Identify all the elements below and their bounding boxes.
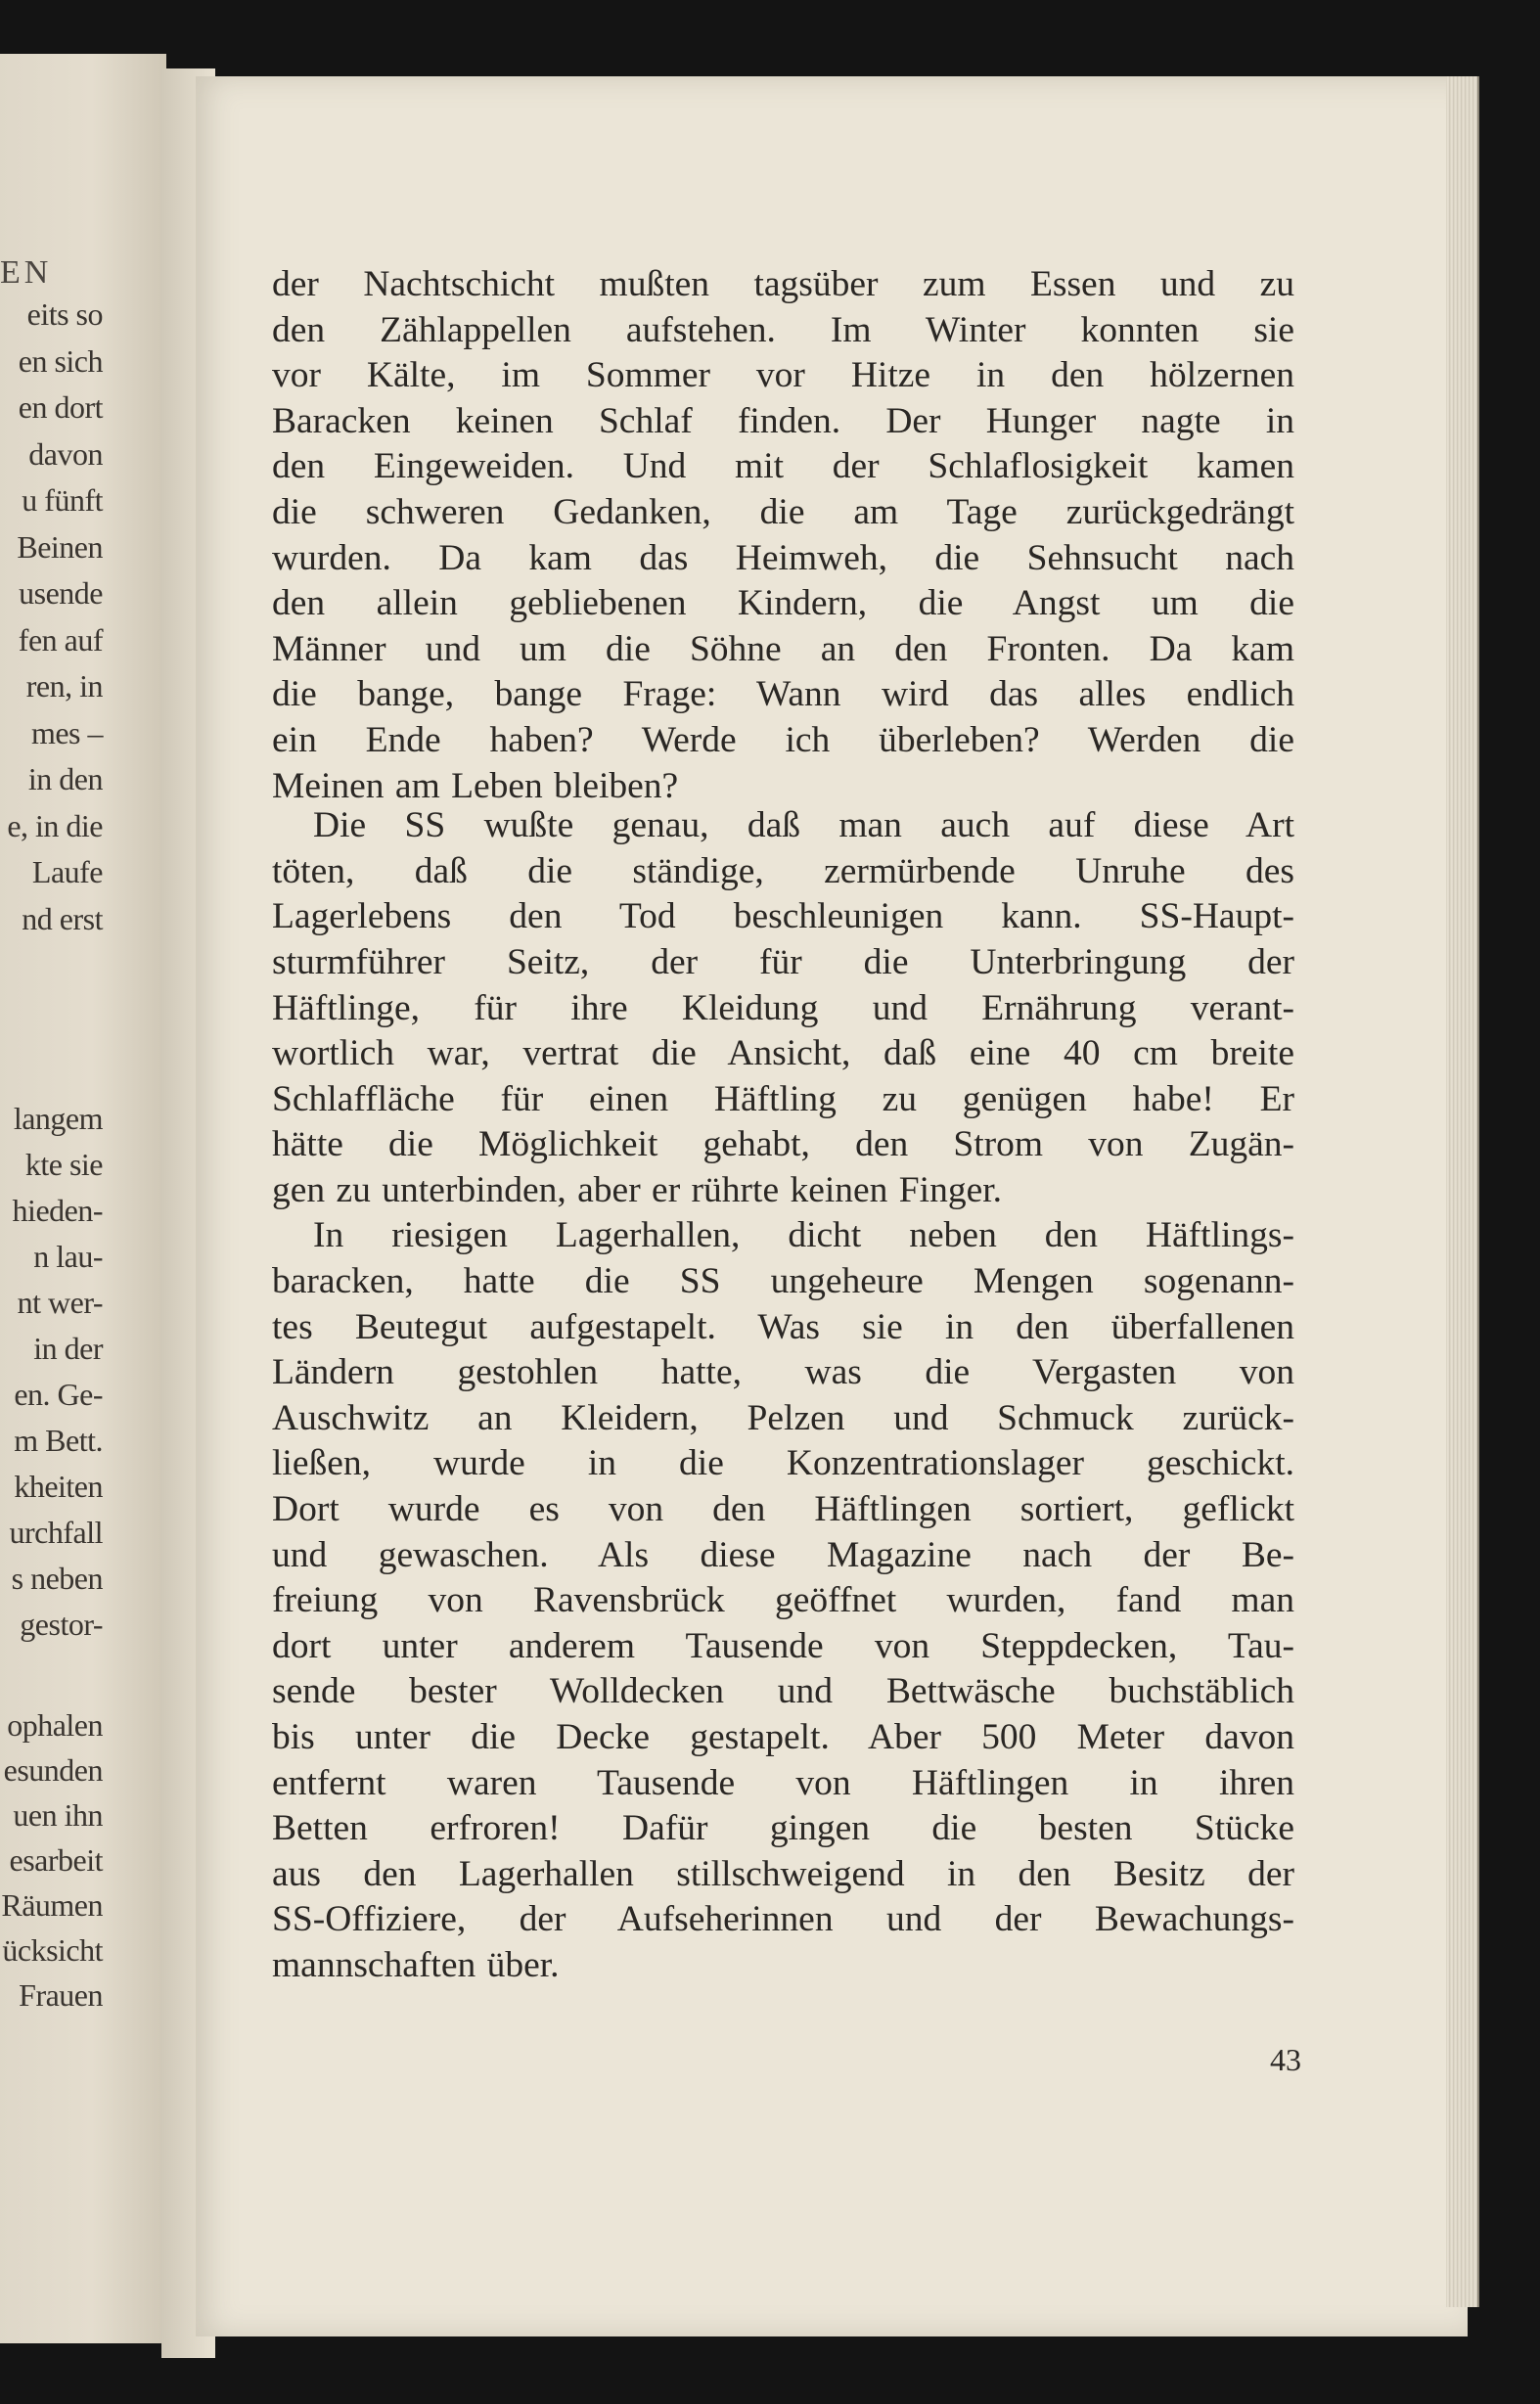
text-line: wortlich war, vertrat die Ansicht, daß eine 40 cm breite (272, 1033, 1294, 1074)
left-page-fragment: Beinen (17, 528, 103, 565)
text-line: sturmführer Seitz, der für die Unterbringung der (272, 941, 1294, 982)
left-page-fragment: davon (28, 435, 103, 472)
text-line: Betten erfroren! Dafür gingen die besten Stücke (272, 1808, 1294, 1849)
text-line: wurden. Da kam das Heimweh, die Sehnsucht nach (272, 537, 1294, 578)
left-page-fragment: in den (27, 761, 103, 796)
text-line: Dort wurde es von den Häftlingen sortiert, geflickt (272, 1489, 1294, 1530)
text-line: Ländern gestohlen hatte, was die Vergasten von (272, 1352, 1294, 1393)
text-line: vor Kälte, im Sommer vor Hitze in den hölzernen (272, 355, 1294, 396)
left-page-fragment: uen ihn (13, 1797, 103, 1833)
text-line: der Nachtschicht mußten tagsüber zum Essen und zu (272, 264, 1294, 304)
page-number: 43 (1270, 2042, 1301, 2077)
left-page-fragment: s neben (11, 1561, 103, 1596)
text-line: gen zu unterbinden, aber er rührte keinen Finger. (272, 1169, 1003, 1210)
text-line: den Eingeweiden. Und mit der Schlaflosigkeit kamen (272, 446, 1294, 487)
left-page-fragment: en. Ge- (14, 1377, 103, 1412)
text-line: ließen, wurde in die Konzentrationslager geschickt. (272, 1443, 1294, 1484)
text-line: Die SS wußte genau, daß man auch auf diese Art (313, 805, 1294, 846)
left-page-fragment: esunden (3, 1752, 103, 1788)
left-page-fragment: eits so (26, 296, 103, 332)
text-line: Baracken keinen Schlaf finden. Der Hunger nagte in (272, 400, 1294, 441)
left-page-fragment: urchfall (9, 1515, 103, 1550)
left-page-fragment: Räumen (1, 1887, 103, 1923)
left-page-fragment: n lau- (33, 1239, 103, 1274)
text-line: tes Beutegut aufgestapelt. Was sie in den überfallenen (272, 1306, 1294, 1347)
left-page-fragment: nt wer- (17, 1285, 103, 1320)
left-page-fragment: u fünft (22, 482, 103, 518)
left-page (0, 54, 166, 2343)
left-page-fragment: ücksicht (2, 1932, 103, 1968)
text-line: Männer und um die Söhne an den Fronten. Da kam (272, 628, 1294, 669)
left-page-fragment: ren, in (25, 668, 103, 703)
left-page-fragment: en dort (18, 389, 103, 425)
page-edge (1446, 76, 1479, 2307)
left-page-fragment: en sich (18, 342, 103, 379)
left-page-fragment: Frauen (19, 1977, 103, 2013)
left-page-fragment: nd erst (22, 900, 103, 936)
left-page-fragment: hieden- (12, 1193, 103, 1228)
body-text (272, 262, 1294, 1989)
text-line: die schweren Gedanken, die am Tage zurückgedrängt (272, 491, 1294, 532)
text-line: In riesigen Lagerhallen, dicht neben den Häftlings- (313, 1215, 1294, 1256)
text-line: Häftlinge, für ihre Kleidung und Ernährung verant- (272, 987, 1294, 1028)
text-line: baracken, hatte die SS ungeheure Mengen sogenann- (272, 1261, 1294, 1302)
left-page-fragment: e, in die (7, 807, 103, 843)
text-line: hätte die Möglichkeit gehabt, den Strom von Zugän- (272, 1124, 1294, 1165)
text-line: Auschwitz an Kleidern, Pelzen und Schmuck zurück- (272, 1397, 1294, 1438)
left-page-fragment: fen auf (18, 621, 103, 658)
text-line: töten, daß die ständige, zermürbende Unruhe des (272, 850, 1294, 891)
text-line: Meinen am Leben bleiben? (272, 765, 679, 806)
left-page-fragment: usende (19, 575, 103, 611)
text-line: freiung von Ravensbrück geöffnet wurden, fand man (272, 1580, 1294, 1621)
text-line: ein Ende haben? Werde ich überleben? Werden die (272, 719, 1294, 760)
left-page-fragment: gestor- (20, 1607, 103, 1642)
left-page-fragment: Laufe (31, 854, 103, 889)
text-line: Schlaffläche für einen Häftling zu genügen habe! Er (272, 1078, 1294, 1119)
text-line: den Zählappellen aufstehen. Im Winter konnten sie (272, 309, 1294, 350)
left-page-fragment: in der (33, 1331, 103, 1366)
text-line: entfernt waren Tausende von Häftlingen in ihren (272, 1762, 1294, 1803)
left-page-fragment: langem (13, 1101, 103, 1136)
text-line: SS-Offiziere, der Aufseherinnen und der Bewachungs- (272, 1899, 1294, 1940)
text-line: den allein gebliebenen Kindern, die Angst um die (272, 583, 1294, 624)
text-line: die bange, bange Frage: Wann wird das alles endlich (272, 674, 1294, 715)
text-line: sende bester Wolldecken und Bettwäsche buchstäblich (272, 1671, 1294, 1712)
left-page-fragment: mes – (30, 714, 103, 750)
left-page-fragment: ophalen (7, 1707, 103, 1743)
text-line: dort unter anderem Tausende von Steppdecken, Tau- (272, 1625, 1294, 1666)
left-page-header-fragment: EN (0, 254, 53, 291)
left-page-fragment: kheiten (14, 1469, 103, 1504)
left-page-fragment: esarbeit (9, 1842, 103, 1878)
text-line: mannschaften über. (272, 1944, 560, 1985)
left-page-fragment: kte sie (24, 1147, 103, 1182)
left-page-fragment: m Bett. (14, 1423, 103, 1458)
text-line: aus den Lagerhallen stillschweigend in den Besitz der (272, 1853, 1294, 1894)
text-line: und gewaschen. Als diese Magazine nach der Be- (272, 1534, 1294, 1575)
text-line: Lagerlebens den Tod beschleunigen kann. SS-Haupt- (272, 896, 1294, 937)
text-line: bis unter die Decke gestapelt. Aber 500 Meter davon (272, 1717, 1294, 1757)
